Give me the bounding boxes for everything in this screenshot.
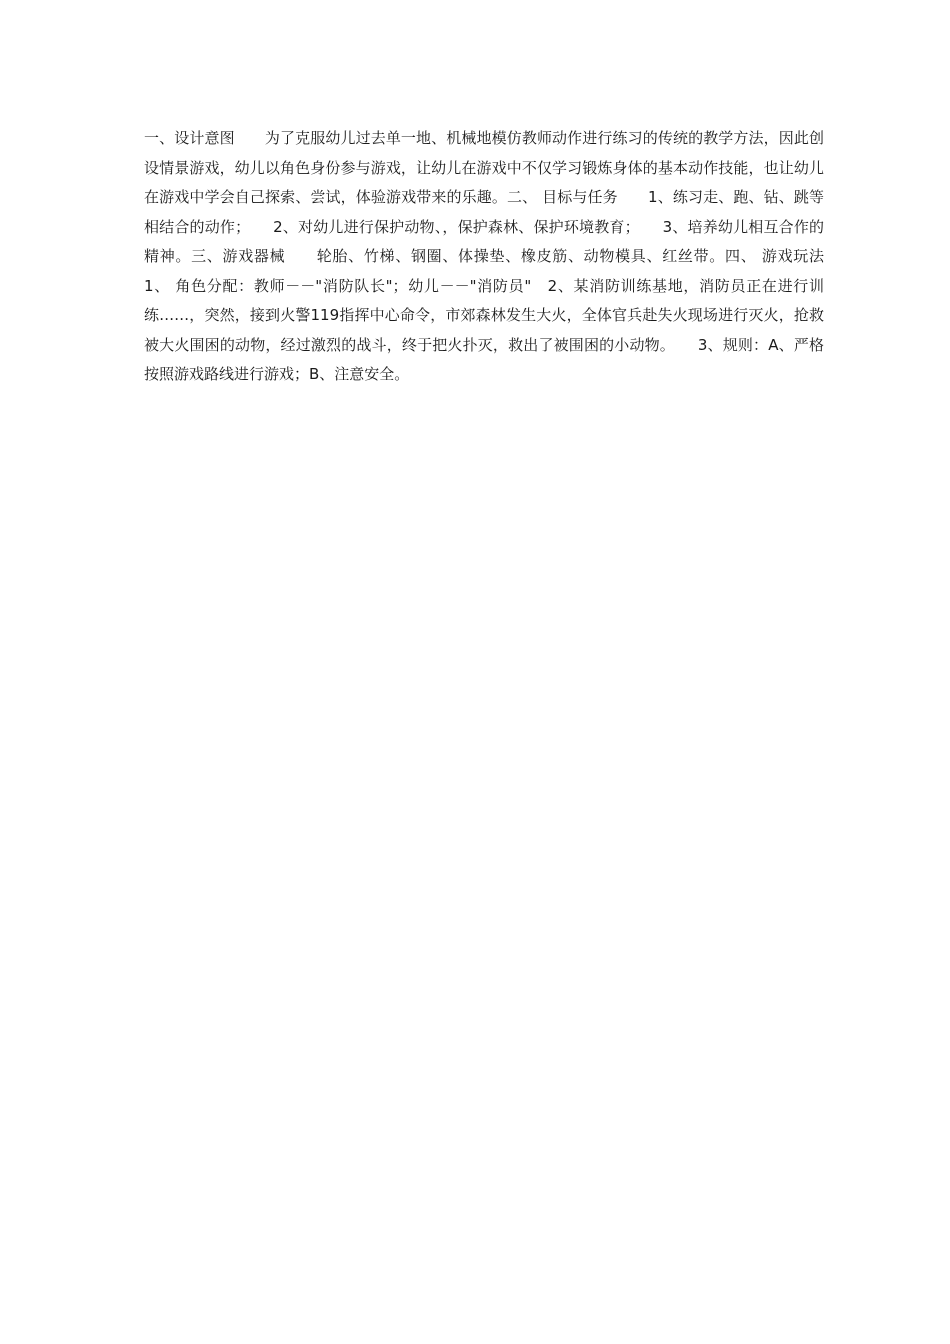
- body-paragraph: 一、设计意图 为了克服幼儿过去单一地、机械地模仿教师动作进行练习的传统的教学方法，因此创设情景游戏，幼儿以角色身份参与游戏，让幼儿在游戏中不仅学习锻炼身体的基本动作技能，也让幼儿在游戏中学会自己探索、尝试，体验游戏带来的乐趣。二、 目标与任务 1、练习走、跑、钻、跳等相结合的动作； 2、对幼儿进行保护动物、，保护森林、保护环境教育； 3、培养幼儿相互合作的精神。三、游戏器械 轮胎、竹梯、钢圈、体操垫、橡皮筋、动物模具、红丝带。四、 游戏玩法 1、 角色分配：教师－－"消防队长"；幼儿－－"消防员" 2、某消防训练基地，消防员正在进行训练……，突然，接到火警119指挥中心命令，市郊森林发生大火，全体官兵赴失火现场进行灭火，抢救被大火围困的动物，经过激烈的战斗，终于把火扑灭，救出了被围困的小动物。 3、规则：A、严格按照游戏路线进行游戏；B、注意安全。: [144, 129, 855, 383]
